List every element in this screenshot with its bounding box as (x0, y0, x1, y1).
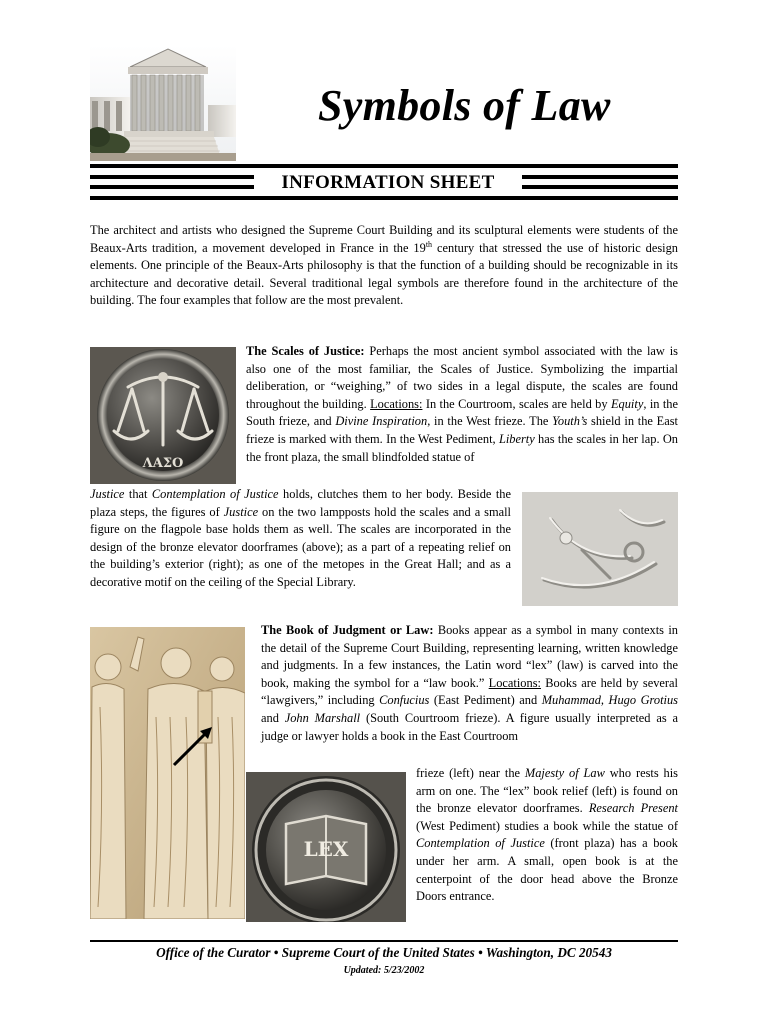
scales-text-lower (90, 487, 511, 589)
header-rule-lower (90, 185, 254, 189)
book-heading: The Book of Judgment or Law: (261, 623, 434, 637)
courtroom-frieze-image (90, 627, 245, 919)
header-rule-lower-right (522, 185, 678, 189)
text-run: Muhammad, Hugo Grotius (541, 693, 678, 708)
text-run: John Marshall (284, 710, 361, 725)
scales-medallion-image (90, 347, 236, 484)
scales-paragraph-upper (246, 343, 678, 466)
page-title: Symbols of Law (318, 81, 611, 130)
text-run: Research Present (588, 801, 678, 816)
text-run: holds, clutches them to her body. Beside the plaza steps, the figures of (90, 487, 512, 519)
info-sheet-heading: INFORMATION SHEET (254, 172, 522, 194)
text-run: Liberty (498, 431, 535, 446)
lex-inscription: LEX (303, 837, 349, 861)
header-rule-upper-right (522, 175, 678, 179)
text-run: (East Pediment) and (429, 693, 542, 708)
text-run: Books appear as a symbol in many contexts in the detail of the Supreme Court Building, representing learning, written knowledge and judgments. In a few instances, the Latin word “lex” (law) is carved into the book, making the symbol for a “law book.” (261, 623, 678, 690)
text-run: In the Courtroom, scales are held by (422, 396, 611, 411)
intro-text-2: century that stressed the use of historic design elements. One principle of the Beaux-Arts philosophy is that the function of a building should be recognizable in its architecture and decorative detail. Several traditional legal symbols are therefore found in the architecture of the building. The four examples that follow are the most prevalent. (90, 240, 678, 308)
scales-relief-image (522, 492, 678, 606)
text-run: Justice (90, 487, 125, 501)
text-run: Contemplation of Justice (151, 487, 279, 501)
text-run: Contemplation of Justice (416, 836, 545, 851)
book-paragraph-lower (416, 765, 678, 906)
text-run: Justice (223, 504, 259, 519)
scales-text-upper (246, 344, 678, 464)
intro-superscript: th (425, 239, 433, 249)
medallion-inscription: ΛΑΣΟ (142, 456, 184, 471)
text-run: (West Pediment) studies a book while the statue of (416, 818, 678, 833)
text-run: Books are held by several “lawgivers,” including (261, 675, 678, 708)
text-run: that (124, 487, 152, 501)
text-run: Locations: (488, 675, 541, 690)
text-run: Confucius (379, 693, 430, 708)
scales-paragraph-lower (90, 486, 511, 592)
text-run: shield in the East frieze is marked with them. In the West Pediment, (246, 414, 678, 446)
book-text-upper (261, 623, 678, 743)
text-run: Divine Inspiration (335, 414, 428, 429)
text-run: on the two lampposts hold the scales and a small figure on the flagpole base holds them as well. The scales are incorporated in the design of the bronze elevator doorframes (above); as a part of a repeating relief on the building’s exterior (right); as one of the metopes in the Great Hall; and as a decorative motif on the ceiling of the Special Library. (90, 504, 511, 589)
text-run: , in the West frieze. The (427, 414, 553, 429)
text-run: frieze (left) near the (416, 766, 525, 780)
book-text-lower (416, 766, 678, 903)
header-rule-bottom (90, 196, 678, 200)
header-rule-top (90, 164, 678, 168)
text-run: Locations: (370, 396, 423, 411)
header-rule-upper (90, 175, 254, 179)
scales-heading: The Scales of Justice: (246, 344, 365, 358)
text-run: (front plaza) has a book under her arm. A small, open book is at the centerpoint of the door head above the Bronze Doors entrance. (416, 836, 678, 904)
intro-text-1: The architect and artists who designed the Supreme Court Building and its sculptural elements were students of the Beaux-Arts tradition, a movement developed in France in the 19 (90, 223, 678, 255)
supreme-court-building-image (90, 45, 236, 161)
text-run: who rests his arm on one. The “lex” book relief (left) is found on the bronze elevator doorframes. (416, 766, 678, 816)
book-paragraph-upper (261, 622, 678, 745)
text-run: Majesty of Law (524, 766, 605, 780)
text-run: Equity (610, 396, 644, 411)
text-run: , in the South frieze, and (246, 396, 678, 429)
text-run: Youth’s (552, 414, 588, 429)
text-run: Perhaps the most ancient symbol associated with the law is also one of the most familiar, the Scales of Justice. Symbolizing the impartial deliberation, or “weighing,” of two sides in a legal dispute, the scales are found throughout the building. (246, 344, 678, 411)
footer-line: Office of the Curator • Supreme Court of the United States • Washington, DC 20543 (156, 945, 612, 960)
intro-paragraph (90, 222, 678, 310)
text-run: has the scales in her lap. On the front plaza, the small blindfolded statue of (246, 431, 678, 464)
updated-date: Updated: 5/23/2002 (343, 965, 425, 976)
footer-rule (90, 940, 678, 942)
text-run: (South Courtroom frieze). A figure usually interpreted as a judge or lawyer holds a book in the East Courtroom (261, 710, 678, 743)
lex-book-medallion-image (246, 772, 406, 922)
text-run: and (261, 710, 285, 725)
